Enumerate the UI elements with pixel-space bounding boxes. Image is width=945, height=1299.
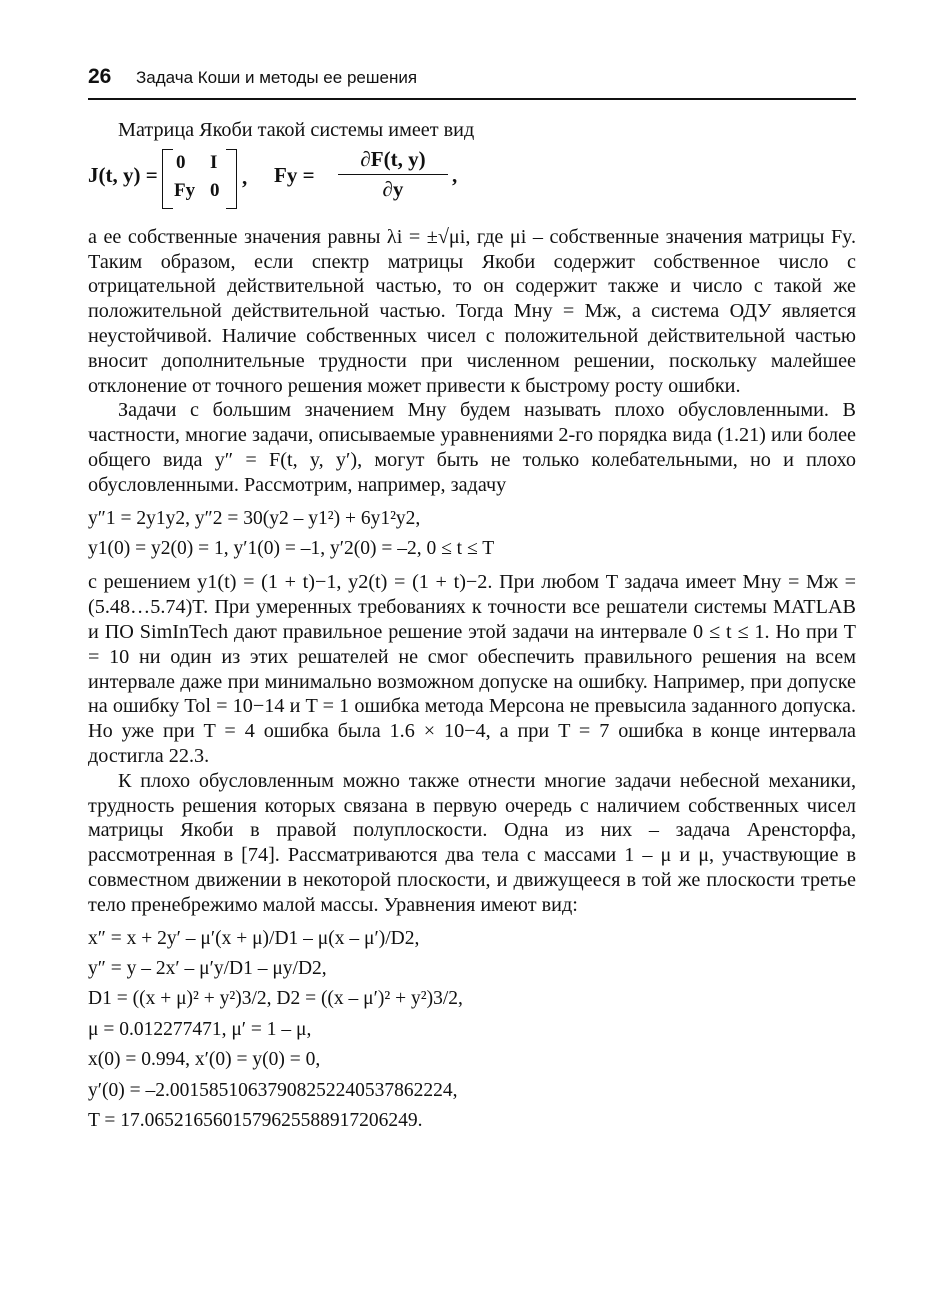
paragraph-solution: с решением y1(t) = (1 + t)−1, y2(t) = (1 + t)−2. При любом T задача имеет Mну = Mж = (5.48…5.74)T. При умеренных требованиях к точности все решатели системы MATLAB и ПО SimInTech дают правильное решение этой задачи на интервале 0 ≤ t ≤ 1. Но при T = 10 ни один из этих решателей не смог обеспечить правильного решения на всем интервале даже при минимально возможном допуске на ошибку. Например, при допуске на ошибку Tol = 10−14 и T = 1 ошибка метода Мерсона не превысила заданного допуска. Но уже при T = 4 ошибка была 1.6 × 10−4, а при T = 7 ошибка в конце интервала достигла 22.3.: [88, 571, 856, 767]
paragraph-ill-conditioned: Задачи с большим значением Mну будем называть плохо обусловленными. В частности, многие задачи, описываемые уравнениями 2-го порядка вида (1.21) или более общего вида y″ = F(t, y, y′), могут быть не только колебательными, но и плохо обусловленными. Рассмотрим, например, задачу: [88, 399, 856, 496]
jacobi-matrix-equation: [88, 143, 856, 225]
equation-y0: y′(0) = –2.00158510637908252240537862224,: [88, 1079, 458, 1101]
matrix-cell-22: 0: [210, 179, 220, 201]
paragraph-eigenvalues: а ее собственные значения равны λi = ±√μi, где μi – собственные значения матрицы Fy. Таким образом, если спектр матрицы Якоби содержит собственное число с отрицательной действительной частью, то он содержит также и число с такой же положительной действительной частью. Тогда Mну = Mж, а система ОДУ является неустойчивой. Наличие собственных чисел с положительной действительной частью вносит дополнительные трудности при численном решении, поскольку малейшее отклонение от точного решения может привести к быстрому росту ошибки.: [88, 225, 856, 397]
jacobi-lhs: J(t, y) =: [88, 162, 158, 187]
paragraph-arenstorf: К плохо обусловленным можно также отнести многие задачи небесной механики, трудность решения которых связана в первую очередь с наличием собственных чисел матрицы Якоби в правой полуплоскости. Одна из них – задача Аренсторфа, рассмотренная в [74]. Рассматриваются два тела с массами 1 – μ и μ, участвующие в совместном движении в некоторой плоскости, и движущееся в той же плоскости третье тело пренебрежимо малой массы. Уравнения имеют вид:: [88, 769, 856, 916]
page-body: [88, 118, 856, 1136]
running-title: Задача Коши и методы ее решения: [136, 68, 418, 87]
matrix-cell-21: Fy: [174, 179, 196, 201]
fy-lhs: Fy =: [274, 162, 315, 187]
equation-d: D1 = ((x + μ)² + y²)3/2, D2 = ((x – μ′)² + y²)3/2,: [88, 988, 463, 1010]
fraction-numerator: ∂F(t, y): [338, 147, 448, 175]
partial-derivative-fraction: [338, 147, 448, 202]
page-number: 26: [88, 65, 112, 88]
equation-x: x″ = x + 2y′ – μ′(x + μ)/D1 – μ(x – μ′)/D2,: [88, 927, 420, 949]
matrix-cell-11: 0: [176, 151, 186, 173]
equation-y: y″ = y – 2x′ – μ′y/D1 – μy/D2,: [88, 957, 327, 979]
page-header: [88, 62, 856, 100]
equation-t: T = 17.0652165601579625588917206249.: [88, 1109, 423, 1131]
right-bracket: [226, 149, 237, 209]
equation-system-1: y″1 = 2y1y2, y″2 = 30(y2 – y1²) + 6y1²y2,: [88, 507, 421, 529]
equation-mu: μ = 0.012277471, μ′ = 1 – μ,: [88, 1018, 312, 1040]
equation-x0: x(0) = 0.994, x′(0) = y(0) = 0,: [88, 1049, 321, 1071]
paragraph-intro: Матрица Якоби такой системы имеет вид: [118, 119, 475, 141]
equation-initial-conditions: y1(0) = y2(0) = 1, y′1(0) = –1, y′2(0) = –2, 0 ≤ t ≤ T: [88, 537, 495, 559]
comma: ,: [452, 162, 458, 187]
fraction-denominator: ∂y: [382, 176, 404, 201]
left-bracket: [162, 149, 173, 209]
matrix-cell-12: I: [210, 151, 218, 173]
comma: ,: [242, 164, 248, 189]
